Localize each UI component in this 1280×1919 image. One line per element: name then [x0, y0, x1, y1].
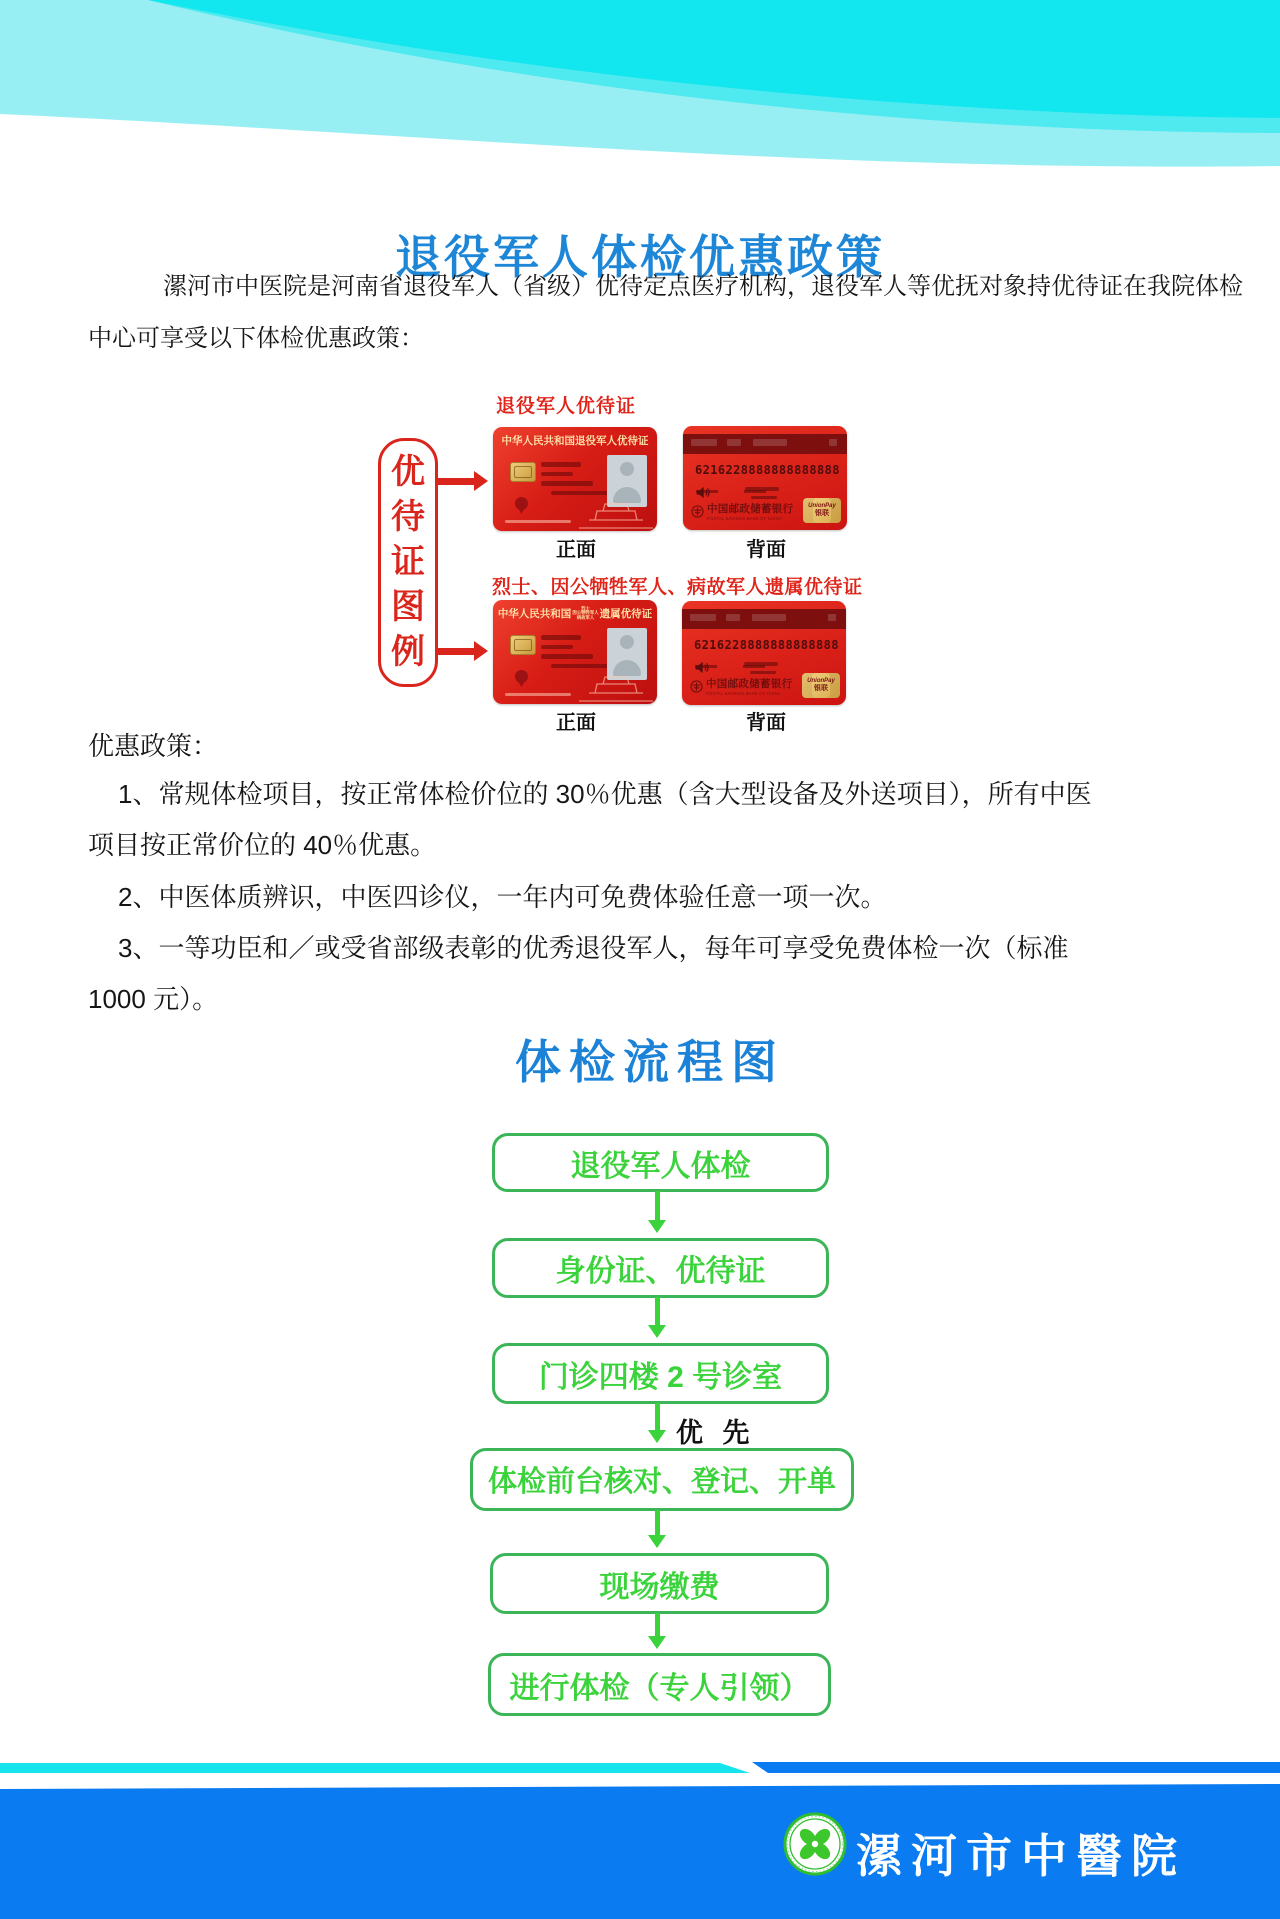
- card-title-left: 中华人民共和国: [497, 608, 572, 620]
- bank-name-en: POSTAL SAVINGS BANK OF CHINA: [707, 516, 782, 521]
- legend-stamp: [378, 438, 438, 687]
- policy-item-3-line-1: 3、一等功臣和／或受省部级表彰的优秀退役军人，每年可享受免费体检一次（标准: [118, 933, 1069, 963]
- card-info-lines: [541, 462, 609, 500]
- postal-bank-logo-icon: [690, 680, 703, 693]
- card-title-right: 遗属优待证: [599, 608, 653, 620]
- card-front-title: [493, 606, 657, 621]
- stamp-char: 图: [391, 588, 425, 626]
- policy-item-3-line-2: 1000 元）。: [88, 984, 219, 1014]
- policy-item-2: 2、中医体质辨识，中医四诊仪，一年内可免费体验任意一项一次。: [118, 882, 887, 912]
- intro-line-1: 漯河市中医院是河南省退役军人（省级）优待定点医疗机构，退役军人等优抚对象持优待证在我院体检: [163, 273, 1243, 300]
- postal-bank-logo-icon: [691, 505, 704, 518]
- stamp-char: 例: [391, 633, 425, 671]
- policy-item-1-line-1: 1、常规体检项目，按正常体检价位的 30％优惠（含大型设备及外送项目），所有中医: [118, 779, 1092, 809]
- magnetic-stripe: [682, 609, 846, 629]
- policy-item-1-line-2: 项目按正常价位的 40％优惠。: [88, 830, 437, 860]
- card-front-title: 中华人民共和国退役军人优待证: [501, 435, 649, 447]
- bank-name-en: POSTAL SAVINGS BANK OF CHINA: [706, 691, 781, 696]
- footer-cyan-stripe: [0, 1763, 750, 1773]
- footer-blue-stripe: [752, 1762, 1280, 1773]
- magnetic-stripe: [683, 434, 847, 454]
- flow-step-front-desk: 体检前台核对、登记、开单: [470, 1448, 854, 1511]
- caption-back: 背面: [746, 539, 786, 561]
- right-arrow-icon: [438, 641, 488, 661]
- intro-line-2: 中心可享受以下体检优惠政策：: [88, 325, 424, 352]
- down-arrow-icon: [648, 1191, 666, 1233]
- card-footnote-line: [505, 693, 571, 697]
- card-row2-label: 烈士、因公牺牲军人、病故军人遗属优待证: [492, 577, 863, 598]
- policy-heading: 优惠政策：: [88, 731, 219, 761]
- unionpay-logo: [802, 673, 840, 698]
- card-number: 6216228888888888888: [695, 463, 840, 477]
- unionpay-text-en: UnionPay: [807, 678, 835, 684]
- flow-step-veteran-checkup: 退役军人体检: [492, 1133, 829, 1192]
- page-title: 退役军人体检优惠政策: [395, 231, 885, 283]
- card-number: 6216228888888888888: [694, 638, 839, 652]
- card-info-lines: [541, 635, 609, 673]
- bank-branding: [691, 501, 793, 521]
- caption-front: 正面: [556, 539, 596, 561]
- stamp-char: 证: [391, 543, 425, 581]
- stamp-char: 优: [391, 453, 425, 491]
- speaker-icon: [696, 486, 710, 499]
- unionpay-text-cn: 银联: [815, 510, 829, 517]
- unionpay-text-en: UnionPay: [808, 503, 836, 509]
- bank-branding: [690, 676, 792, 696]
- hospital-logo: [783, 1812, 847, 1876]
- caption-front: 正面: [556, 712, 596, 734]
- card-chip-icon: [510, 462, 536, 482]
- bank-name-cn: 中国邮政储蓄银行: [706, 678, 793, 690]
- down-arrow-icon: [648, 1510, 666, 1548]
- survivor-card-front-image: [493, 600, 657, 704]
- card-seal-icon: [515, 670, 528, 683]
- hospital-name: 漯河市中醫院: [856, 1831, 1186, 1882]
- speaker-icon: [695, 661, 709, 674]
- tiananmen-line-art: [575, 498, 655, 530]
- card-chip-icon: [510, 635, 536, 655]
- survivor-card-back-image: [682, 601, 846, 705]
- flow-step-clinic-room: 门诊四楼 2 号诊室: [492, 1343, 829, 1404]
- card-title-stack: 烈士 因公牺牲军人 病故军人: [572, 605, 599, 620]
- veteran-card-back-image: [683, 426, 847, 530]
- unionpay-text-cn: 银联: [814, 685, 828, 692]
- stamp-char: 待: [391, 498, 425, 536]
- card-seal-icon: [515, 497, 528, 510]
- veteran-card-front-image: [493, 427, 657, 531]
- unionpay-logo: [803, 498, 841, 523]
- flow-step-id-cards: 身份证、优待证: [492, 1238, 829, 1298]
- flow-step-examination: 进行体检（专人引领）: [488, 1653, 831, 1716]
- down-arrow-icon: [648, 1613, 666, 1649]
- flow-step-payment: 现场缴费: [490, 1553, 829, 1614]
- header-swoosh-graphic: [0, 0, 1280, 200]
- down-arrow-icon: [648, 1403, 666, 1443]
- bank-name-cn: 中国邮政储蓄银行: [707, 503, 794, 515]
- right-arrow-icon: [438, 471, 488, 491]
- flowchart-heading: 体检流程图: [515, 1037, 785, 1088]
- card-row1-label: 退役军人优待证: [496, 396, 637, 417]
- caption-back: 背面: [746, 712, 786, 734]
- card-footnote-line: [505, 520, 571, 524]
- down-arrow-icon: [648, 1297, 666, 1338]
- priority-label: 优 先: [676, 1418, 756, 1448]
- tiananmen-line-art: [575, 671, 655, 703]
